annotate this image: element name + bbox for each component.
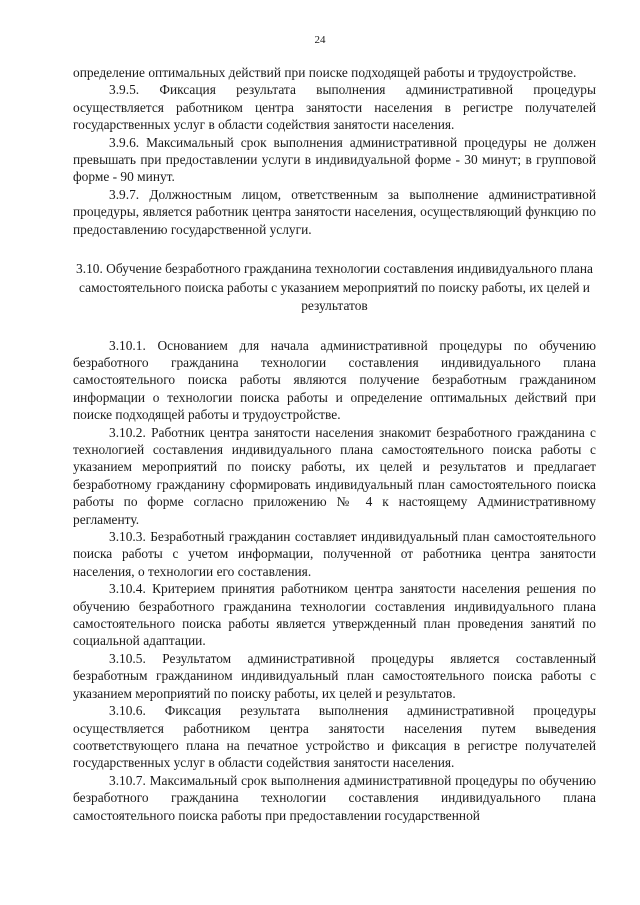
paragraph-3-9-5: 3.9.5. Фиксация результата выполнения административной процедуры осуществляется работником центра занятости населения в регистре получателей государственных услуг в области содействия занятости населения. — [73, 82, 596, 133]
page-number: 24 — [314, 34, 326, 46]
paragraph-3-10-7: 3.10.7. Максимальный срок выполнения административной процедуры по обучению безработного гражданина технологии составления индивидуального плана самостоятельного поиска работы при предоставлении государственной — [73, 772, 596, 823]
paragraph-3-10-1: 3.10.1. Основанием для начала административной процедуры по обучению безработного гражданина технологии составления индивидуального плана самостоятельного поиска работы являются получение безработным гражданином информации о технологии поиска работы и определение оптимальных действий при поиске подходящей работы и трудоустройстве. — [73, 337, 596, 423]
paragraph-3-10-5: 3.10.5. Результатом административной процедуры является составленный безработным гражданином индивидуальный план самостоятельного поиска работы с указанием мероприятий по поиску работы, их целей и результатов. — [73, 650, 596, 701]
document-body — [73, 64, 596, 824]
section-title-3-10: 3.10. Обучение безработного гражданина технологии составления индивидуального плана самостоятельного поиска работы с указанием мероприятий по поиску работы, их целей и результатов — [76, 261, 593, 314]
paragraph-3-10-4: 3.10.4. Критерием принятия работником центра занятости населения решения по обучению безработного гражданина технологии составления индивидуального плана самостоятельного поиска работы является утвержденный план проведения занятий по социальной адаптации. — [73, 581, 596, 649]
paragraph-3-10-3: 3.10.3. Безработный гражданин составляет индивидуальный план самостоятельного поиска работы с учетом информации, полученной от работника центра занятости населения, о технологии его составления. — [73, 529, 596, 579]
paragraph-3-9-6: 3.9.6. Максимальный срок выполнения административной процедуры не должен превышать при предоставлении услуги в индивидуальной форме - 30 минут; в групповой форме - 90 минут. — [73, 134, 596, 185]
paragraph-3-10-6: 3.10.6. Фиксация результата выполнения административной процедуры осуществляется работником центра занятости населения путем выведения соответствующего плана на печатное устройство и фиксация в регистре получателей государственных услуг в области содействия занятости населения. — [73, 703, 596, 771]
paragraph-3-9-7: 3.9.7. Должностным лицом, ответственным за выполнение административной процедуры, является работник центра занятости населения, осуществляющий функцию по предоставлению государственной услуги. — [73, 186, 596, 237]
paragraph-continuation: определение оптимальных действий при поиске подходящей работы и трудоустройстве. — [73, 65, 577, 80]
paragraph-3-10-2: 3.10.2. Работник центра занятости населения знакомит безработного гражданина с технологией составления индивидуального плана самостоятельного поиска работы с указанием мероприятий по поиску работы, их целей и результатов и предлагает безработному гражданину сформировать индивидуальный план самостоятельного поиска работы по форме согласно приложению № 4 к настоящему Административному регламенту. — [73, 424, 596, 527]
